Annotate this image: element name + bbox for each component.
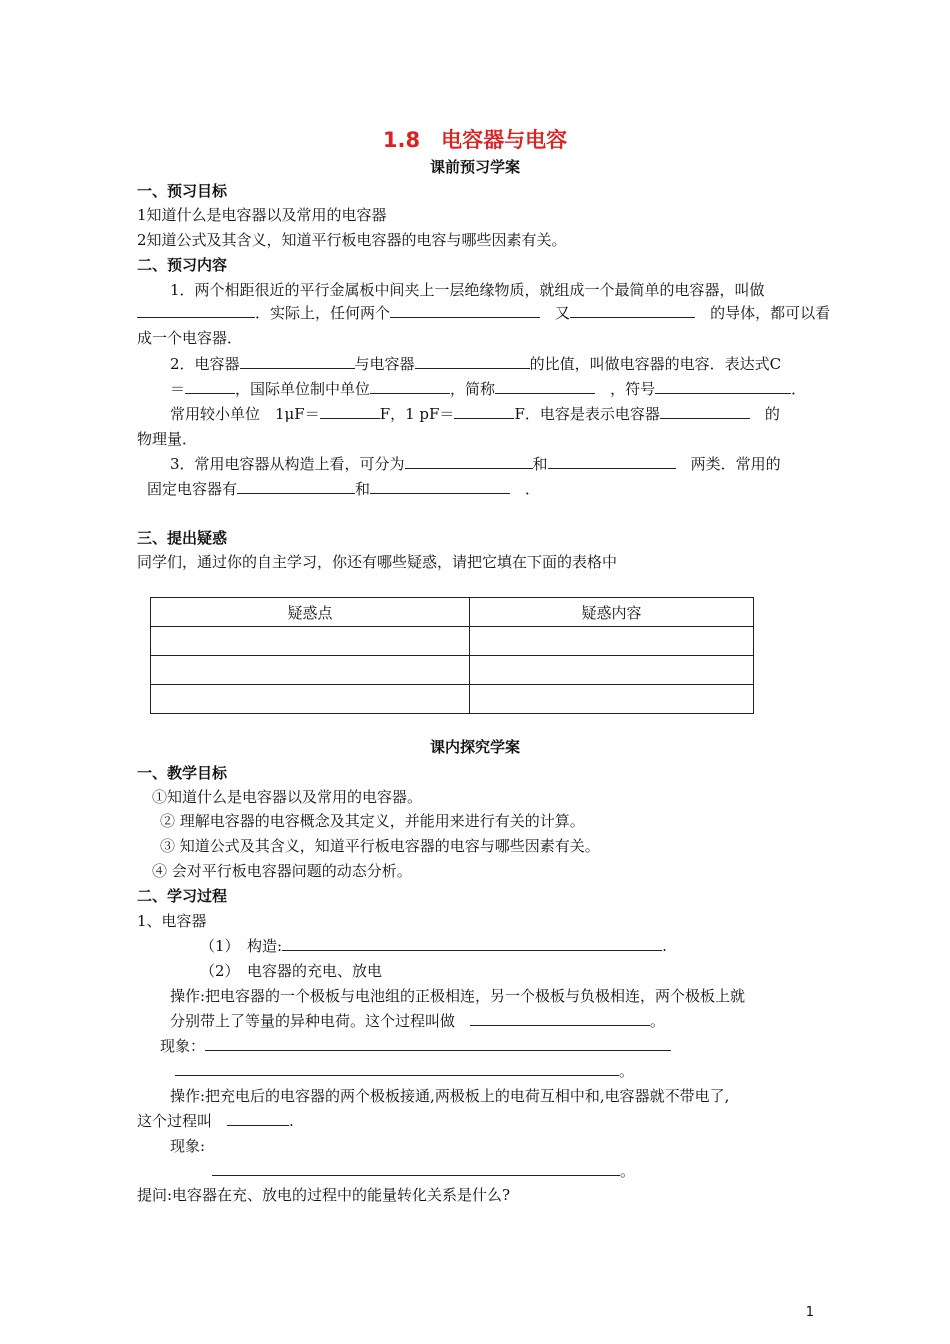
section-heading: 二、学习过程 bbox=[137, 887, 228, 905]
fill-blank[interactable] bbox=[185, 379, 235, 394]
fill-blank[interactable] bbox=[495, 379, 595, 394]
subtitle-preview: 课前预习学案 bbox=[429, 158, 520, 176]
objective-line: ①知道什么是电容器以及常用的电容器。 bbox=[152, 788, 423, 806]
fill-blank[interactable] bbox=[212, 1161, 620, 1176]
objective-line: ③ 知道公式及其含义，知道平行板电容器的电容与哪些因素有关。 bbox=[160, 837, 600, 855]
paragraph-line: 3．常用电容器从构造上看，可分为 和 两类．常用的 bbox=[170, 455, 781, 473]
fill-blank[interactable] bbox=[655, 379, 791, 394]
questions-table bbox=[150, 597, 754, 714]
fill-blank[interactable] bbox=[137, 303, 255, 318]
instruction-text: 同学们，通过你的自主学习，你还有哪些疑惑，请把它填在下面的表格中 bbox=[137, 553, 618, 571]
item-heading: 1、电容器 bbox=[137, 912, 207, 930]
fill-blank[interactable] bbox=[370, 379, 450, 394]
phenomenon-line: 现象： bbox=[160, 1035, 671, 1056]
fill-blank[interactable] bbox=[240, 354, 355, 369]
fill-blank[interactable] bbox=[454, 404, 514, 419]
goal-line: 1知道什么是电容器以及常用的电容器 bbox=[137, 206, 387, 224]
table-cell[interactable] bbox=[151, 656, 470, 685]
fill-blank[interactable] bbox=[205, 1036, 671, 1051]
paragraph-line: ＝ ，国际单位制中单位 ，简称 ，符号 ． bbox=[170, 380, 807, 398]
table-cell[interactable] bbox=[151, 685, 470, 714]
phenomenon-label: 现象: bbox=[170, 1137, 206, 1155]
fill-blank[interactable] bbox=[415, 354, 530, 369]
fill-blank[interactable] bbox=[470, 1011, 650, 1026]
structure-line: （1） 构造: . bbox=[200, 937, 667, 955]
table-cell[interactable] bbox=[470, 685, 754, 714]
table-header: 疑惑点 bbox=[151, 598, 470, 627]
subtitle-inclass: 课内探究学案 bbox=[429, 738, 520, 756]
table-header-row bbox=[151, 598, 754, 627]
phenomenon-line: 。 bbox=[212, 1160, 635, 1181]
operation-line: 操作:把电容器的一个极板与电池组的正极相连，另一个极板与负极相连，两个极板上就 bbox=[170, 987, 746, 1005]
paragraph-line: 固定电容器有 和 ． bbox=[147, 480, 541, 498]
section-heading: 二、预习内容 bbox=[137, 256, 228, 274]
objective-line: ② 理解电容器的电容概念及其定义，并能用来进行有关的计算。 bbox=[160, 812, 585, 830]
operation-line: 操作:把充电后的电容器的两个极板接通,两极板上的电荷互相中和,电容器就不带电了, bbox=[170, 1087, 730, 1105]
fill-blank[interactable] bbox=[660, 404, 750, 419]
table-cell[interactable] bbox=[151, 627, 470, 656]
table-header: 疑惑内容 bbox=[470, 598, 754, 627]
table-row bbox=[151, 656, 754, 685]
fill-blank[interactable] bbox=[282, 936, 662, 951]
page-number: 1 bbox=[805, 1305, 814, 1320]
table-cell[interactable] bbox=[470, 656, 754, 685]
table-row bbox=[151, 685, 754, 714]
section-heading: 三、提出疑惑 bbox=[137, 529, 228, 547]
goal-line: 2知道公式及其含义，知道平行板电容器的电容与哪些因素有关。 bbox=[137, 231, 567, 249]
question-line: 提问:电容器在充、放电的过程中的能量转化关系是什么? bbox=[137, 1186, 511, 1204]
paragraph-line: 常用较小单位 1μF＝ F，1 pF＝ F．电容是表示电容器 的 bbox=[170, 405, 780, 423]
item-subheading: （2） 电容器的充电、放电 bbox=[200, 962, 383, 980]
fill-blank[interactable] bbox=[570, 303, 695, 318]
fill-blank[interactable] bbox=[370, 479, 510, 494]
fill-blank[interactable] bbox=[227, 1111, 289, 1126]
fill-blank[interactable] bbox=[320, 404, 380, 419]
fill-blank[interactable] bbox=[237, 479, 355, 494]
operation-line: 分别带上了等量的异种电荷。这个过程叫做 。 bbox=[170, 1012, 666, 1030]
objective-line: ④ 会对平行板电容器问题的动态分析。 bbox=[152, 862, 412, 880]
paragraph-line: 1．两个相距很近的平行金属板中间夹上一层绝缘物质，就组成一个最简单的电容器，叫做 bbox=[170, 281, 765, 299]
fill-blank[interactable] bbox=[548, 454, 676, 469]
paragraph-line: ．实际上，任何两个 又 的导体，都可以看 bbox=[137, 302, 830, 323]
operation-line: 这个过程叫 . bbox=[137, 1112, 294, 1130]
document-title: 1.8 电容器与电容 bbox=[382, 128, 568, 152]
table-cell[interactable] bbox=[470, 627, 754, 656]
table-row bbox=[151, 627, 754, 656]
section-heading: 一、教学目标 bbox=[137, 764, 228, 782]
section-heading: 一、预习目标 bbox=[137, 182, 228, 200]
fill-blank[interactable] bbox=[405, 454, 533, 469]
phenomenon-line: 。 bbox=[175, 1060, 634, 1081]
paragraph-line: 物理量． bbox=[137, 430, 198, 448]
paragraph-line: 2．电容器 与电容器 的比值，叫做电容器的电容．表达式C bbox=[170, 355, 782, 373]
fill-blank[interactable] bbox=[175, 1061, 619, 1076]
fill-blank[interactable] bbox=[390, 303, 540, 318]
paragraph-line: 成一个电容器． bbox=[137, 329, 243, 347]
